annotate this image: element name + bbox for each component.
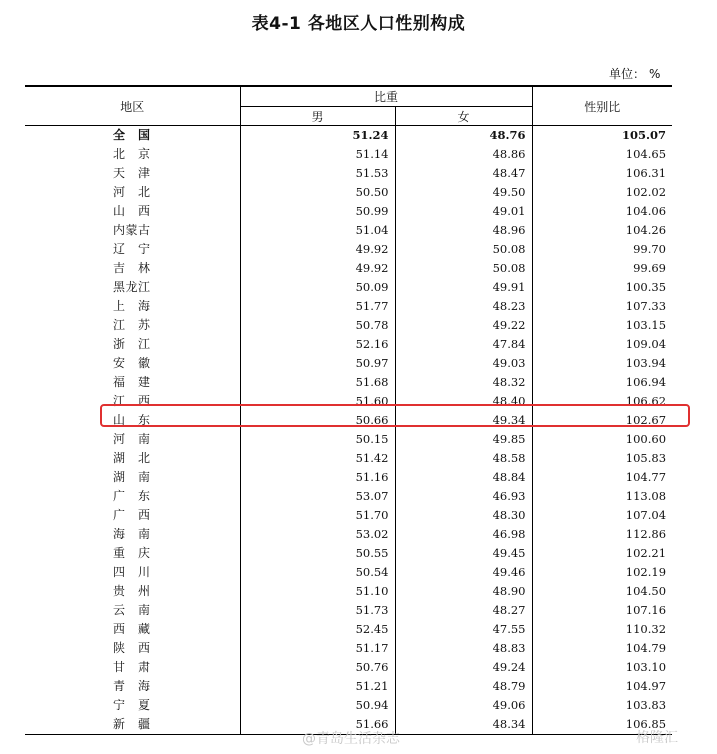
cell-female: 49.03 [395, 354, 532, 373]
table-row [25, 506, 672, 525]
cell-region: 西 藏 [25, 620, 240, 639]
cell-region: 广 西 [25, 506, 240, 525]
cell-sex-ratio: 104.97 [625, 679, 667, 693]
cell-sex-ratio: 112.86 [625, 527, 667, 541]
header-sex-ratio: 性别比 [532, 86, 672, 126]
cell-female: 48.58 [395, 449, 532, 468]
table-row [25, 240, 672, 259]
cell-sex-ratio: 105.07 [622, 128, 667, 142]
cell-sex-ratio: 103.94 [625, 356, 667, 370]
table-row [25, 677, 672, 696]
table-row [25, 164, 672, 183]
table-row [25, 354, 672, 373]
cell-sex-ratio: 102.21 [625, 546, 667, 560]
cell-sex-ratio: 107.33 [625, 299, 667, 313]
cell-female: 48.96 [395, 221, 532, 240]
cell-female: 46.93 [395, 487, 532, 506]
cell-female: 47.84 [395, 335, 532, 354]
cell-sex-ratio: 103.15 [625, 318, 667, 332]
cell-male: 50.78 [240, 316, 395, 335]
cell-sex-ratio: 109.04 [625, 337, 667, 351]
table-row [25, 316, 672, 335]
table-row [25, 563, 672, 582]
highlight-box [100, 404, 690, 427]
cell-male: 51.10 [240, 582, 395, 601]
cell-male: 51.66 [240, 715, 395, 735]
cell-region: 青 海 [25, 677, 240, 696]
cell-female: 49.45 [395, 544, 532, 563]
cell-male: 50.66 [240, 411, 395, 430]
watermark-text: @青岛生活杂志 [302, 731, 400, 747]
table-row [25, 468, 672, 487]
cell-female: 49.22 [395, 316, 532, 335]
table-row [25, 639, 672, 658]
cell-sex-ratio: 103.83 [625, 698, 667, 712]
cell-region: 山 西 [25, 202, 240, 221]
cell-female: 48.90 [395, 582, 532, 601]
cell-female: 49.85 [395, 430, 532, 449]
cell-region: 吉 林 [25, 259, 240, 278]
cell-sex-ratio: 106.85 [532, 715, 672, 735]
cell-female: 50.08 [395, 240, 532, 259]
cell-region: 甘 肃 [25, 658, 240, 677]
table-row [25, 544, 672, 563]
cell-male: 51.21 [240, 677, 395, 696]
table-row [25, 183, 672, 202]
cell-sex-ratio: 102.19 [625, 565, 667, 579]
cell-female: 49.01 [395, 202, 532, 221]
cell-region: 全 国 [25, 126, 240, 146]
cell-female: 48.40 [395, 392, 532, 411]
cell-female: 49.50 [395, 183, 532, 202]
table-row [25, 582, 672, 601]
cell-male: 50.09 [240, 278, 395, 297]
cell-region: 上 海 [25, 297, 240, 316]
cell-male: 51.16 [240, 468, 395, 487]
cell-sex-ratio: 104.50 [625, 584, 667, 598]
cell-region: 河 南 [25, 430, 240, 449]
cell-sex-ratio: 102.02 [625, 185, 667, 199]
cell-sex-ratio: 106.62 [625, 394, 667, 408]
cell-region: 黑龙江 [25, 278, 240, 297]
table-body [25, 126, 672, 735]
cell-male: 51.53 [240, 164, 395, 183]
cell-sex-ratio: 113.08 [625, 489, 667, 503]
cell-region: 四 川 [25, 563, 240, 582]
table-row [25, 126, 672, 146]
cell-male: 51.17 [240, 639, 395, 658]
cell-sex-ratio: 105.83 [625, 451, 667, 465]
cell-male: 50.76 [240, 658, 395, 677]
cell-male: 50.97 [240, 354, 395, 373]
cell-female: 48.84 [395, 468, 532, 487]
cell-male: 51.70 [240, 506, 395, 525]
table-row [25, 145, 672, 164]
cell-sex-ratio: 106.94 [625, 375, 667, 389]
cell-female: 48.32 [395, 373, 532, 392]
cell-female: 49.24 [395, 658, 532, 677]
cell-sex-ratio: 100.35 [625, 280, 667, 294]
cell-female: 49.46 [395, 563, 532, 582]
cell-region: 内蒙古 [25, 221, 240, 240]
cell-sex-ratio: 104.26 [625, 223, 667, 237]
cell-male: 50.54 [240, 563, 395, 582]
header-male: 男 [240, 107, 395, 126]
cell-sex-ratio: 107.04 [625, 508, 667, 522]
table-row [25, 373, 672, 392]
cell-female: 48.47 [395, 164, 532, 183]
cell-region: 江 西 [25, 392, 240, 411]
cell-male: 52.45 [240, 620, 395, 639]
table-row [25, 525, 672, 544]
header-region: 地区 [25, 86, 240, 126]
cell-male: 50.99 [240, 202, 395, 221]
cell-region: 河 北 [25, 183, 240, 202]
cell-region: 重 庆 [25, 544, 240, 563]
cell-female: 48.34 [395, 715, 532, 735]
table-row [25, 620, 672, 639]
cell-female: 48.30 [395, 506, 532, 525]
cell-region: 海 南 [25, 525, 240, 544]
cell-male: 51.77 [240, 297, 395, 316]
cell-sex-ratio: 104.79 [625, 641, 667, 655]
header-female: 女 [395, 107, 532, 126]
cell-male: 50.15 [240, 430, 395, 449]
cell-region: 辽 宁 [25, 240, 240, 259]
cell-sex-ratio: 99.70 [633, 242, 667, 256]
cell-female: 46.98 [395, 525, 532, 544]
table-row [25, 221, 672, 240]
cell-region: 新 疆 [25, 715, 240, 735]
table-row [25, 335, 672, 354]
cell-male: 53.02 [240, 525, 395, 544]
cell-sex-ratio: 102.67 [625, 413, 667, 427]
cell-sex-ratio: 100.60 [625, 432, 667, 446]
cell-region: 湖 南 [25, 468, 240, 487]
cell-female: 48.27 [395, 601, 532, 620]
cell-region: 江 苏 [25, 316, 240, 335]
table-row [25, 487, 672, 506]
cell-female: 48.83 [395, 639, 532, 658]
cell-region: 广 东 [25, 487, 240, 506]
cell-male: 50.55 [240, 544, 395, 563]
cell-male: 51.73 [240, 601, 395, 620]
cell-male: 51.24 [240, 126, 395, 146]
cell-male: 49.92 [240, 240, 395, 259]
table-title: 表4-1 各地区人口性别构成 [251, 14, 466, 34]
logo-text: 格隆汇 [636, 730, 678, 746]
cell-male: 50.94 [240, 696, 395, 715]
cell-sex-ratio: 99.69 [633, 261, 667, 275]
cell-sex-ratio: 110.32 [625, 622, 667, 636]
cell-female: 48.79 [395, 677, 532, 696]
cell-female: 49.91 [395, 278, 532, 297]
unit-label [605, 65, 660, 82]
cell-female: 48.86 [395, 145, 532, 164]
table-row [25, 601, 672, 620]
cell-region: 湖 北 [25, 449, 240, 468]
cell-sex-ratio: 103.10 [625, 660, 667, 674]
cell-male: 53.07 [240, 487, 395, 506]
header-proportion: 比重 [240, 86, 532, 107]
cell-female: 49.06 [395, 696, 532, 715]
cell-sex-ratio: 106.31 [625, 166, 667, 180]
cell-male: 51.42 [240, 449, 395, 468]
cell-region: 浙 江 [25, 335, 240, 354]
table-row [25, 696, 672, 715]
cell-sex-ratio: 107.16 [625, 603, 667, 617]
cell-region: 山 东 [25, 411, 240, 430]
cell-female: 48.23 [395, 297, 532, 316]
table-row [25, 259, 672, 278]
cell-region: 天 津 [25, 164, 240, 183]
cell-male: 49.92 [240, 259, 395, 278]
cell-male: 52.16 [240, 335, 395, 354]
table-row [25, 430, 672, 449]
cell-male: 51.14 [240, 145, 395, 164]
cell-male: 51.68 [240, 373, 395, 392]
cell-region: 陕 西 [25, 639, 240, 658]
cell-region: 福 建 [25, 373, 240, 392]
cell-male: 51.04 [240, 221, 395, 240]
cell-region: 北 京 [25, 145, 240, 164]
cell-female: 49.34 [395, 411, 532, 430]
table-row [25, 278, 672, 297]
cell-sex-ratio: 104.06 [625, 204, 667, 218]
cell-female: 48.76 [395, 126, 532, 146]
table-row [25, 202, 672, 221]
cell-region: 宁 夏 [25, 696, 240, 715]
table-row [25, 297, 672, 316]
cell-female: 50.08 [395, 259, 532, 278]
cell-region: 安 徽 [25, 354, 240, 373]
unit-prefix: 单位： [609, 67, 646, 81]
cell-region: 贵 州 [25, 582, 240, 601]
cell-male: 50.50 [240, 183, 395, 202]
cell-female: 47.55 [395, 620, 532, 639]
cell-sex-ratio: 104.77 [625, 470, 667, 484]
unit-value: % [649, 67, 661, 81]
cell-male: 51.60 [240, 392, 395, 411]
cell-region: 云 南 [25, 601, 240, 620]
cell-sex-ratio: 104.65 [625, 147, 667, 161]
table-row [25, 449, 672, 468]
table-row [25, 658, 672, 677]
